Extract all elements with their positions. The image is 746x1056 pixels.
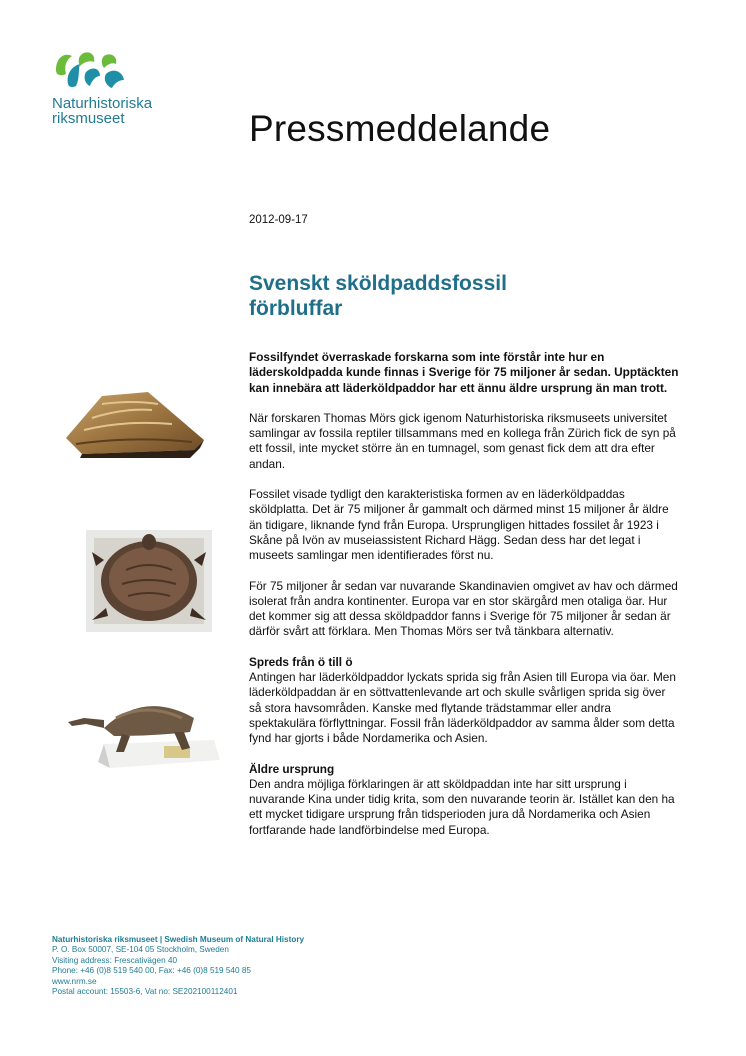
turtle-specimen-top-photo xyxy=(86,530,212,632)
shell-fossil-photo xyxy=(62,388,208,460)
body-paragraph-2: Fossilet visade tydligt den karakteristiska formen av en läderköldpaddas sköldplatta. Det är 75 miljoner år gammalt och därmed minst 15 miljoner år äldre än tidigare, liknande fynd från Europa. Ursprungligen hittades fossilet år 1923 i Skåne på Ivön av museiassistent Richard Hägg. Sedan dess har det legat i museets samlingar men identifierades först nu. xyxy=(249,487,669,563)
subheading-2: Äldre ursprung xyxy=(249,761,335,776)
turtle-specimen-side-photo xyxy=(64,688,222,770)
footer-phone: Phone: +46 (0)8 519 540 00, Fax: +46 (0)8 519 540 85 xyxy=(52,966,251,976)
footer-postal-account: Postal account: 15503-6, Vat no: SE202100112401 xyxy=(52,987,238,997)
subheading-1: Spreds från ö till ö xyxy=(249,654,353,669)
release-date: 2012-09-17 xyxy=(249,214,308,226)
organization-logo xyxy=(52,50,172,126)
lead-paragraph: Fossilfyndet överraskade forskarna som inte förstår inte hur en läderskoldpadda kunde finnas i Sverige för 75 miljoner år sedan. Upptäckten kan innebära att läderköldpaddor har ett ännu äldre ursprung än man trott. xyxy=(249,350,679,395)
body-paragraph-3: För 75 miljoner år sedan var nuvarande Skandinavien omgivet av hav och därmed isolerat från andra kontinenter. Europa var en stor skärgård men otaliga öar. Hur det kommer sig att dessa sköldpaddor fanns i Sverige för 75 miljoner år sedan är därför svårt att förklara. Men Thomas Mörs ser två tänkbara alternativ. xyxy=(249,578,678,639)
headline-line-2: förbluffar xyxy=(249,297,343,320)
article-body xyxy=(249,350,679,853)
footer-address: P. O. Box 50007, SE-104 05 Stockholm, Sweden xyxy=(52,945,229,955)
document-title: Pressmeddelande xyxy=(249,108,551,149)
footer-organization: Naturhistoriska riksmuseet | Swedish Museum of Natural History xyxy=(52,935,305,944)
footer-contact xyxy=(52,935,304,997)
nrm-logo-icon xyxy=(52,50,128,90)
footer-visiting-address: Visiting address: Frescativägen 40 xyxy=(52,955,178,965)
article-headline xyxy=(249,271,649,321)
body-paragraph-1: När forskaren Thomas Mörs gick igenom Naturhistoriska riksmuseets universitet samlingar av fossila reptiler tillsammans med en kollega från Zürich fick de syn på ett fossil, inte mycket större än en tumnagel, som genast fick dem att dra efter andan. xyxy=(249,410,676,471)
logo-text-line1: Naturhistoriska xyxy=(52,95,153,112)
headline-line-1: Svenskt sköldpaddsfossil xyxy=(249,272,507,295)
body-paragraph-4: Antingen har läderköldpaddor lyckats sprida sig från Asien till Europa via öar. Men läderköldpaddan är en söttvattenlevande art och skulle svårligen sprida sig över så stora havsområden. Kanske med flytande trädstammar eller andra spektakulära förflyttningar. Fossil från läderköldpaddor av samma ålder som detta fynd har gjorts i både Nordamerika och Asien. xyxy=(249,670,676,746)
logo-text-line2: riksmuseet xyxy=(52,110,125,127)
body-paragraph-5: Den andra möjliga förklaringen är att sköldpaddan inte har sitt ursprung i nuvarande Kina under tidig krita, som den nuvarande teorin är. Istället kan den ha ett mycket tidigare ursprung från tidsperioden jura då Nordamerika och Asien fortfarande hade landförbindelse med Europa. xyxy=(249,776,675,837)
footer-website[interactable]: www.nrm.se xyxy=(52,976,97,986)
